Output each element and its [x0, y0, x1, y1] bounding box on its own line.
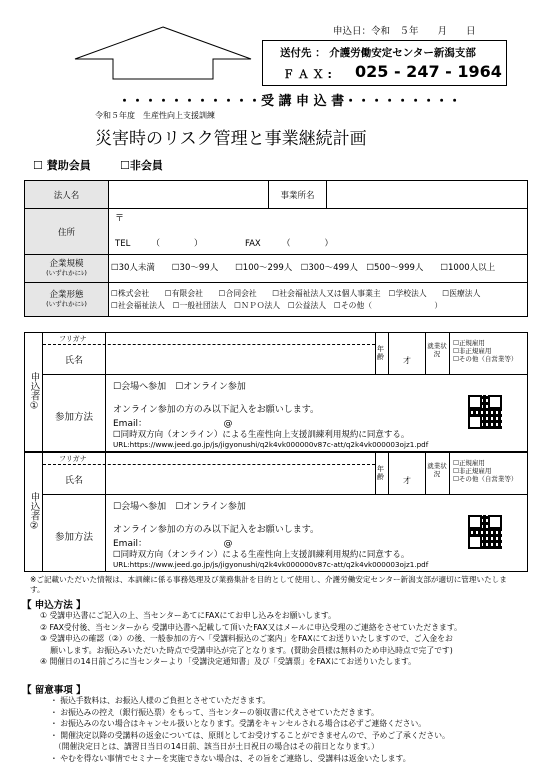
note-item: ・ 振込手数料は、お振込人様のご負担とさせていただきます。	[50, 696, 271, 705]
age-label: 年齢	[377, 465, 384, 481]
type-label: 企業形態	[49, 289, 84, 300]
employment-options[interactable]	[453, 459, 517, 483]
postal-mark: 〒	[115, 214, 125, 224]
corp-name-label: 法人名	[25, 181, 109, 209]
employment-nonregular[interactable]: ☐非正規雇用	[453, 347, 492, 355]
size-options[interactable]: ☐30人未満 ☐30～99人 ☐100～299人 ☐300～499人 ☐500～999人 ☐1000人以上	[109, 255, 528, 283]
application-step: ③ 受講申込の確認（②）の後、一般参加の方へ「受講料振込のご案内」をFAXにてお送りいたしますので、ご入金をお	[40, 634, 453, 644]
employment-nonregular[interactable]: ☐非正規雇用	[453, 467, 492, 475]
note-item: （開催決定日とは、講習日当日の14日前、該当日が土日祝日の場合はその前日となります。）	[50, 742, 379, 751]
fax-number: 025 - 247 - 1964	[355, 62, 502, 81]
applicant-2-side	[25, 453, 43, 571]
subtitle: 令和５年度 生産性向上支援訓練	[95, 111, 215, 120]
employment-other[interactable]: ☐その他（自営業等）	[453, 475, 518, 483]
office-name-label: 事業所名	[269, 181, 327, 209]
non-member-checkbox[interactable]: ☐非会員	[120, 159, 163, 172]
consent-checkbox[interactable]: ☐同時双方向（オンライン）による生産性向上支援訓練利用規約に同意する。	[113, 550, 410, 560]
application-step: ④ 開催日の14日前ごろに当センターより「受講決定通知書」及び「受講票」をFAXにてお送りいたします。	[40, 657, 416, 667]
furigana-label: フリガナ	[59, 455, 87, 463]
method-label: 参加方法	[55, 532, 94, 543]
form-title: ・・・・・・・・・・・受 講 申 込 書・・・・・・・・・	[118, 94, 462, 109]
corp-name-field[interactable]	[109, 181, 269, 209]
employment-regular[interactable]: ☐正規雇用	[453, 339, 485, 347]
applicant-1-side-label: 申込者①	[28, 372, 40, 412]
name-label: 氏名	[65, 476, 84, 486]
company-table	[24, 180, 528, 317]
type-note: (いずれかにﾚ)	[46, 299, 87, 308]
terms-url[interactable]: URL:https://www.jeed.go.jp/js/jigyonushi/q2k4vk000000v87c-att/q2k4vk000003ojz1.pdf	[113, 440, 429, 449]
application-method-heading: 【 申込方法 】	[22, 600, 86, 611]
employment-options[interactable]	[453, 339, 517, 363]
method-options[interactable]: ☐会場へ参加 ☐オンライン参加	[113, 382, 246, 392]
application-date: 申込日：令和 ５年 月 日	[333, 26, 476, 37]
furigana-label: フリガナ	[59, 335, 87, 343]
name-field[interactable]	[107, 346, 373, 372]
applicant-2-side-label: 申込者②	[28, 492, 40, 532]
size-note: (いずれかにﾚ)	[46, 268, 87, 277]
online-note: オンライン参加の方のみ以下記入をお願いします。	[113, 405, 320, 415]
type-row-2[interactable]: ☐社会福祉法人 ☐一般社団法人 ☐ＮＰＯ法人 ☐公益法人 ☐その他（ ）	[111, 300, 443, 310]
tel-field[interactable]: TEL （ ）	[115, 239, 203, 249]
qr-code-icon	[468, 395, 502, 429]
consent-checkbox[interactable]: ☐同時双方向（オンライン）による生産性向上支援訓練利用規約に同意する。	[113, 430, 410, 440]
online-note: オンライン参加の方のみ以下記入をお願いします。	[113, 525, 320, 535]
application-step: 願いします。お振込みいただいた時点で受講申込が完了となります。(賛助会員様は無料のため申込時点で完了です)	[40, 645, 453, 655]
employment-other[interactable]: ☐その他（自営業等）	[453, 355, 518, 363]
age-unit: 才	[403, 356, 411, 365]
fax-label: Ｆ Ａ Ｘ :	[283, 68, 332, 81]
name-label: 氏名	[65, 356, 84, 366]
employment-label: 就業状況	[427, 342, 447, 358]
terms-url[interactable]: URL:https://www.jeed.go.jp/js/jigyonushi/q2k4vk000000v87c-att/q2k4vk000003ojz1.pdf	[113, 560, 429, 569]
note-item: ・ お振込みの控え（銀行振込票）をもって、当センターの領収書に代えさせていただきます。	[50, 707, 379, 717]
employment-label: 就業状況	[427, 462, 447, 478]
employment-regular[interactable]: ☐正規雇用	[453, 459, 485, 467]
address-field[interactable]	[109, 209, 528, 255]
application-step: ① 受講申込書にご記入の上、当センターあてにFAXにてお申し込みをお願いします。	[40, 611, 336, 620]
applicant-2-block	[24, 452, 528, 572]
application-method-list	[40, 610, 462, 668]
email-field[interactable]: Email： @	[113, 419, 233, 429]
send-to: 送付先 ： 介護労働安定センター新潟支部	[280, 47, 476, 59]
up-arrow-icon	[73, 25, 253, 81]
applicant-1-side	[25, 333, 43, 451]
course-name: 災害時のリスク管理と事業継続計画	[95, 129, 367, 149]
application-step: ② FAX受付後、当センターから 受講申込書へ記載して頂いたFAX又はメールに申込受理のご連絡をさせていただきます。	[40, 622, 462, 632]
note-item: ・ 開催決定以降の受講料の返金については、原則としてお受けすることができませんので、予めご了承ください。	[50, 730, 450, 740]
fax-field[interactable]: FAX （ ）	[245, 239, 333, 249]
note-item: ・ お振込みのない場合はキャンセル扱いとなります。受講をキャンセルされる場合は必ずご連絡ください。	[50, 719, 427, 728]
size-label: 企業規模	[49, 258, 84, 269]
age-label: 年齢	[377, 345, 384, 361]
method-label: 参加方法	[55, 412, 94, 423]
type-row-1[interactable]: ☐株式会社 ☐有限会社 ☐合同会社 ☐社会福祉法人又は個人事業主 ☐学校法人 ☐医療法人	[111, 288, 481, 298]
notes-list	[50, 695, 450, 764]
method-options[interactable]: ☐会場へ参加 ☐オンライン参加	[113, 502, 246, 512]
name-field[interactable]	[107, 466, 373, 492]
notes-heading: 【 留意事項 】	[22, 685, 86, 696]
office-name-field[interactable]	[327, 181, 528, 209]
member-checkbox[interactable]: ☐ 賛助会員	[33, 159, 91, 172]
email-field[interactable]: Email： @	[113, 539, 233, 549]
address-label: 住所	[25, 209, 109, 255]
fax-box	[262, 40, 507, 86]
qr-code-icon	[468, 515, 502, 549]
privacy-note: ※ご記載いただいた情報は、本訓練に係る事務処理及び業務集計を目的として使用し、介護労働安定センター新潟支部が適切に管理いたします。	[30, 575, 507, 594]
age-unit: 才	[403, 476, 411, 485]
applicant-1-block	[24, 332, 528, 452]
note-item: ・ やむを得ない事情でセミナーを実施できない場合は、その旨をご連絡し、受講料は返金いたします。	[50, 753, 411, 763]
